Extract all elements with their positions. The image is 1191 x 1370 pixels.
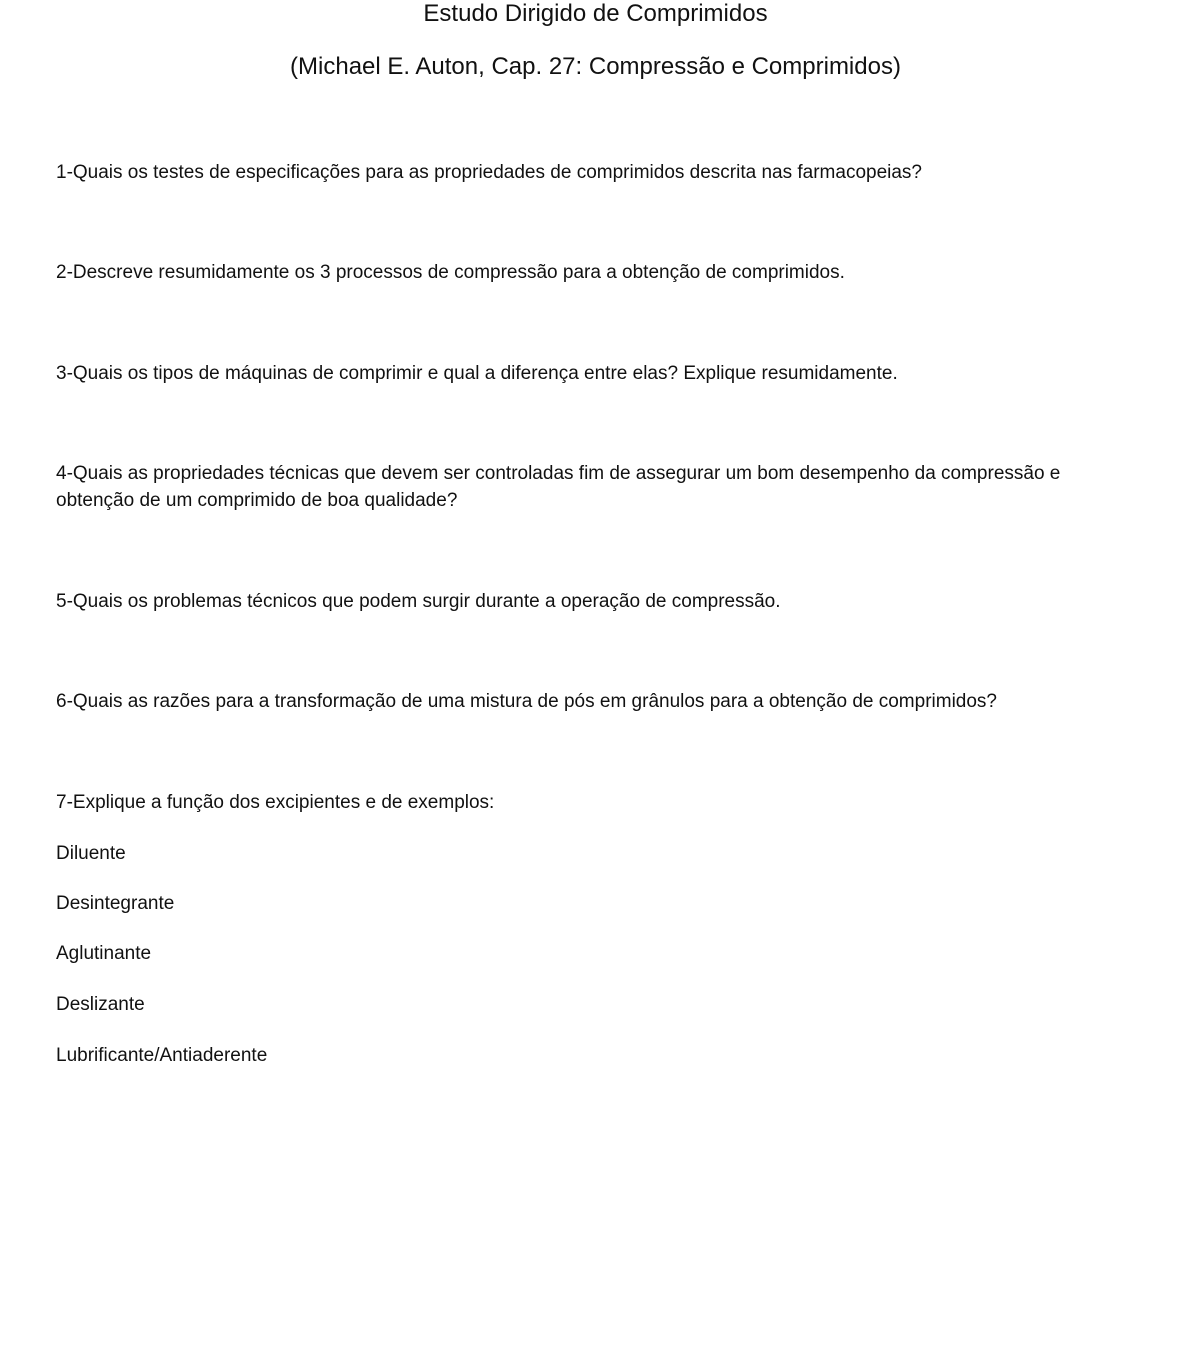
question-5: 5-Quais os problemas técnicos que podem surgir durante a operação de compressão.	[56, 591, 781, 612]
question-6: 6-Quais as razões para a transformação de uma mistura de pós em grânulos para a obtenção de comprimidos?	[56, 691, 997, 712]
excipient-item: Lubrificante/Antiaderente	[56, 1045, 268, 1066]
question-1: 1-Quais os testes de especificações para as propriedades de comprimidos descrita nas farmacopeias?	[56, 162, 923, 183]
excipient-item: Desintegrante	[56, 893, 175, 914]
excipient-item: Diluente	[56, 843, 126, 864]
document-subtitle: (Michael E. Auton, Cap. 27: Compressão e Comprimidos)	[290, 53, 901, 80]
document-title: Estudo Dirigido de Comprimidos	[423, 0, 768, 27]
excipient-item: Aglutinante	[56, 943, 152, 964]
question-3: 3-Quais os tipos de máquinas de comprimir e qual a diferença entre elas? Explique resumidamente.	[56, 363, 898, 384]
question-7: 7-Explique a função dos excipientes e de exemplos:	[56, 792, 495, 813]
excipient-item: Deslizante	[56, 994, 145, 1015]
question-2: 2-Descreve resumidamente os 3 processos de compressão para a obtenção de comprimidos.	[56, 262, 845, 283]
question-4: 4-Quais as propriedades técnicas que devem ser controladas fim de assegurar um bom desempenho da compressão e obtenção de um comprimido de boa qualidade?	[56, 463, 1061, 511]
